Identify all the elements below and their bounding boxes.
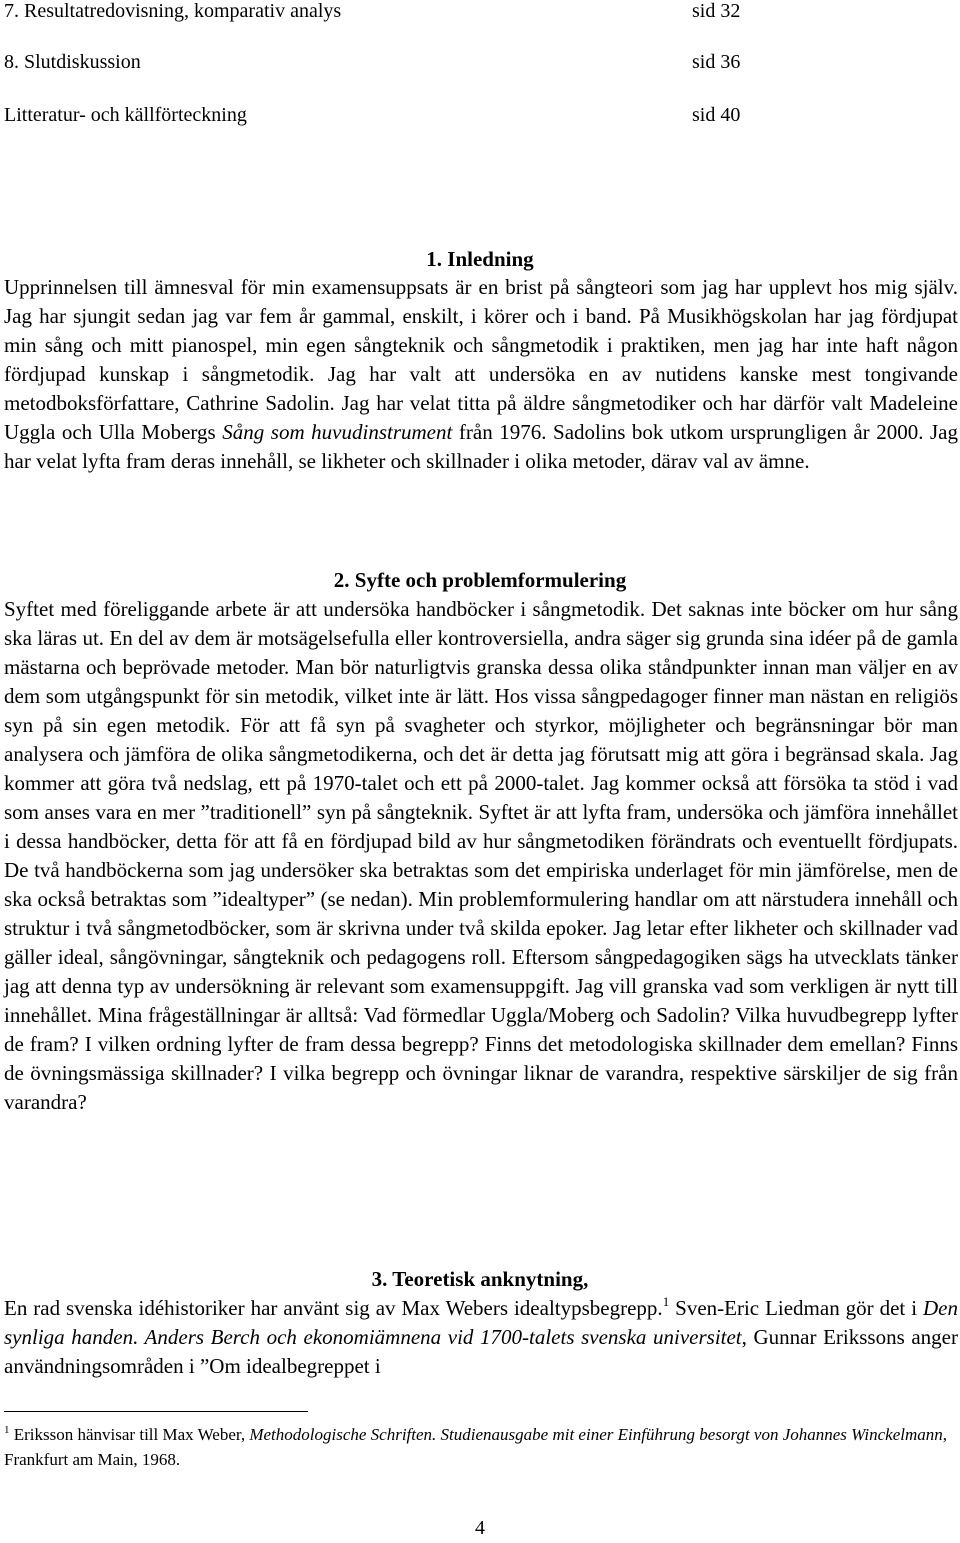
footnote-divider: [4, 1411, 308, 1412]
intro-text-end: från 1976. Sadolins bok utkom ursprungligen år 2000. Jag har velat lyfta fram deras innehåll, se likheter och skillnader i olika metoder, därav val av ämne.: [4, 420, 959, 473]
toc-entry-title: 7. Resultatredovisning, komparativ analys: [4, 0, 342, 22]
page-number: 4: [475, 1517, 485, 1539]
section-heading-purpose: 2. Syfte och problemformulering: [333, 568, 627, 592]
section-heading-intro: 1. Inledning: [426, 247, 534, 271]
theory-paragraph: [4, 1294, 958, 1381]
theory-book-title: Den synliga handen. Anders Berch och ekonomiämnena vid 1700-talets svenska universitet: [4, 1296, 958, 1349]
theory-text-end: , Gunnar Erikssons anger användningsområden i ”Om idealbegreppet i: [4, 1325, 958, 1378]
toc-entry: [4, 47, 960, 77]
footnote-number: 1: [4, 1424, 10, 1436]
footnote-cited-title: Methodologische Schriften. Studienausgabe mit einer Einführung besorgt von Johannes Winckelmann: [249, 1425, 943, 1444]
toc-entry: [4, 0, 960, 26]
purpose-paragraph: Syftet med föreliggande arbete är att undersöka handböcker i sångmetodik. Det saknas inte böcker om hur sång ska läras ut. En del av dem är motsägelsefulla eller kontroversiella, andra säger sig grunda sina idéer på de gamla mästarna och beprövade metoder. Man bör naturligtvis granska dessa olika ståndpunkter innan man väljer en av dem som utgångspunkt för sin metodik, vilket inte är lätt. Hos vissa sångpedagoger finner man nästan en religiös syn på sin egen metodik. För att få syn på svagheter och styrkor, möjligheter och begränsningar bör man analysera och jämföra de olika sångmetodikerna, och det är detta jag förutsatt mig att göra i begränsad skala. Jag kommer att göra två nedslag, ett på 1970-talet och ett på 2000-talet. Jag kommer också att försöka ta stöd i vad som anses vara en mer ”traditionell” syn på sångteknik. Syftet är att lyfta fram, undersöka och jämföra innehållet i dessa handböcker, detta för att få en fördjupad bild av hur sångmetodiken förändrats och eventuellt fördjupats. De två handböckerna som jag undersöker ska betraktas som det empiriska underlaget för min jämförelse, men de ska också betraktas som ”idealtyper” (se nedan). Min problemformulering handlar om att närstudera innehåll och struktur i två sångmetodböcker, som är skrivna under två skilda epoker. Jag letar efter likheter och skillnader vad gäller ideal, sångövningar, sångteknik och pedagogens roll. Eftersom sångpedagogiken sägs ha utvecklats tänker jag att denna typ av undersökning är relevant som examensuppgift. Jag vill granska vad som verkligen är nytt till innehållet. Mina frågeställningar är alltså: Vad förmedlar Uggla/Moberg och Sadolin? Vilka huvudbegrepp lyfter de fram? I vilken ordning lyfter de fram dessa begrepp? Finns det metodologiska skillnader dem emellan? Finns de övningsmässiga skillnader? I vilka begrepp och övningar liknar de varandra, respektive särskiljer de sig från varandra?: [4, 597, 958, 1114]
footnote: [4, 1422, 958, 1472]
toc-entry-page: sid 36: [692, 51, 741, 73]
intro-paragraph: [4, 273, 958, 476]
toc-entry-title: 8. Slutdiskussion: [4, 51, 141, 73]
theory-text: En rad svenska idéhistoriker har använt sig av Max Webers idealtypsbegrepp.: [4, 1296, 663, 1320]
intro-book-title: Sång som huvudinstrument: [222, 420, 453, 444]
theory-text-cont: Sven-Eric Liedman gör det i: [669, 1296, 923, 1320]
intro-text: Upprinnelsen till ämnesval för min examensuppsats är en brist på sångteori som jag har upplevt hos mig själv. Jag har sjungit sedan jag var fem år gammal, enskilt, i körer och i band. På Musikhögskolan har jag fördjupat min sång och mitt pianospel, min egen sångteknik och sångmetodik i praktiken, men jag har inte haft någon fördjupad kunskap i sångmetodik. Jag har valt att undersöka en av nutidens kanske mest tongivande metodboksförfattare, Cathrine Sadolin. Jag har velat titta på äldre sångmetodiker och har därför valt Madeleine Uggla och Ulla Mobergs: [4, 275, 958, 444]
footnote-text-end: , Frankfurt am Main, 1968.: [4, 1425, 948, 1469]
toc-entry-page: sid 40: [692, 104, 741, 126]
footnote-reference[interactable]: 1: [662, 1294, 670, 1309]
footnote-text: Eriksson hänvisar till Max Weber,: [9, 1425, 250, 1444]
section-heading-theory: 3. Teoretisk anknytning,: [371, 1267, 589, 1291]
toc-entry-title: Litteratur- och källförteckning: [4, 104, 247, 126]
toc-entry: [4, 100, 960, 130]
toc-entry-page: sid 32: [692, 0, 741, 22]
